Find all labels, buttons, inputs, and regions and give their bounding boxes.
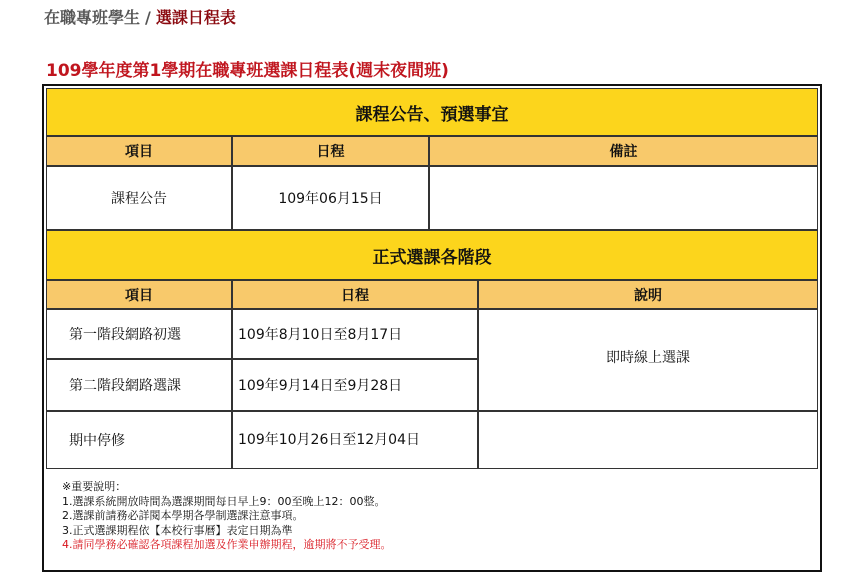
section2-header-description: 說明 bbox=[478, 280, 818, 309]
note-item: 2.選課前請務必詳閱本學期各學制選課注意事項。 bbox=[62, 509, 304, 522]
phase1-item: 第一階段網路初選 bbox=[46, 309, 232, 359]
note-item-calendar: 3.正式選課期程依【本校行事曆】表定日期為準 bbox=[62, 523, 293, 537]
notes-heading: ※重要說明： bbox=[62, 480, 127, 493]
note-item: 1.選課系統開放時間為選課期間每日早上9：00至晚上12：00整。 bbox=[62, 494, 386, 508]
section2-header-item: 項目 bbox=[46, 280, 232, 309]
section1-header-note: 備註 bbox=[429, 136, 818, 166]
breadcrumb-separator: / bbox=[145, 8, 151, 27]
section1-row-item: 課程公告 bbox=[46, 166, 232, 230]
section1-header-item: 項目 bbox=[46, 136, 232, 166]
phase2-date: 109年9月14日至9月28日 bbox=[232, 359, 478, 411]
midterm-withdrawal-date: 109年10月26日至12月04日 bbox=[232, 411, 478, 469]
note-warning: 4.請同學務必確認各項課程加選及作業申辦期程，逾期將不予受理。 bbox=[62, 538, 392, 551]
breadcrumb bbox=[44, 5, 236, 27]
phase1-date: 109年8月10日至8月17日 bbox=[232, 309, 478, 359]
section2-banner: 正式選課各階段 bbox=[46, 230, 818, 280]
section1-banner: 課程公告、預選事宜 bbox=[46, 88, 818, 136]
section2-header-date: 日程 bbox=[232, 280, 478, 309]
breadcrumb-parent-link[interactable]: 在職專班學生 bbox=[44, 8, 141, 27]
phase2-item: 第二階段網路選課 bbox=[46, 359, 232, 411]
midterm-withdrawal-note bbox=[478, 411, 818, 469]
section1-row-note bbox=[429, 166, 818, 230]
section1-row-date: 109年06月15日 bbox=[232, 166, 429, 230]
midterm-withdrawal-item: 期中停修 bbox=[46, 411, 232, 469]
breadcrumb-current: 選課日程表 bbox=[155, 8, 236, 27]
section1-header-date: 日程 bbox=[232, 136, 429, 166]
online-selection-note: 即時線上選課 bbox=[478, 309, 818, 411]
page-title: 109學年度第1學期在職專班選課日程表(週末夜間班) bbox=[46, 61, 449, 81]
important-notes bbox=[46, 474, 818, 568]
